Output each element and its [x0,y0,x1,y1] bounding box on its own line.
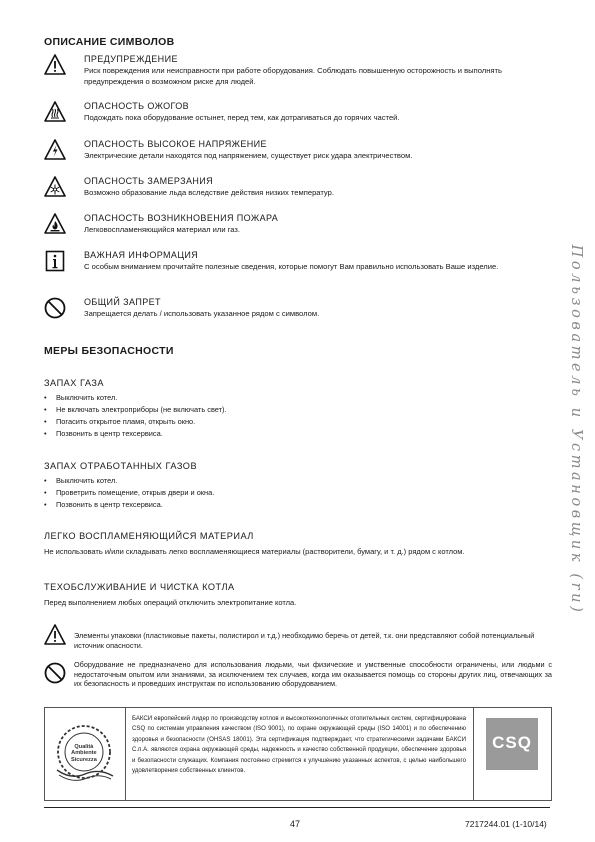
certification-text: БАКСИ европейский лидер по производству котлов и высокотехнологичных отопительных систем, сертифицирована CSQ по системам управления качеством (ISO 9001), по охране окружающей среды (ISO 14001) и по обеспечению здоровья и безопасности (OHSAS 18001). Эта сертификация подтверждает, что стратегическими задачами БАКСИ С.п.А. являются охрана окружающей среды, надежность и качество собственной продукции, обеспечение здоровья и безопасности служащих. Компания постоянно стремится к улучшению указанных аспектов, с целью наибольшего удовлетворения собственных клиентов. [132,715,466,775]
freezing-icon [44,176,66,198]
symbol-high-voltage [44,139,544,179]
flammable-title: ЛЕГКО ВОСПЛАМЕНЯЮЩИЙСЯ МАТЕРИАЛ [44,531,254,541]
symbol-title: ОБЩИЙ ЗАПРЕТ [84,297,161,307]
prohibition-icon [44,662,66,684]
divider [473,708,474,800]
symbol-title: ОПАСНОСТЬ ОЖОГОВ [84,101,190,111]
page-number: 47 [290,819,301,829]
prohibition-icon [44,297,66,319]
seal-text: Qualità [74,744,94,750]
symbol-fire [44,213,544,253]
list-item: • Погасить открытое пламя, открыть окно. [44,416,227,428]
symbol-prohibition [44,297,544,337]
seal-text: Ambiente [71,750,97,757]
symbol-info [44,250,544,290]
safety-heading: МЕРЫ БЕЗОПАСНОСТИ [44,345,174,357]
doc-code: 7217244.01 (1-10/14) [465,819,547,829]
symbol-description: Подождать пока оборудование остынет, перед тем, как дотрагиваться до горячих частей. [84,113,400,122]
warning-icon [44,624,66,646]
list-item: • Не включать электроприборы (не включать свет). [44,404,227,416]
symbol-freezing [44,176,544,216]
flammable-text: Не использовать и/или складывать легко воспламеняющиеся материалы (растворители, бумагу, и т. д.) рядом с котлом. [44,547,465,556]
maintenance-text: Перед выполнением любых операций отключить электропитание котла. [44,598,297,607]
symbol-description: Запрещается делать / использовать указанное рядом с символом. [84,309,320,318]
maintenance-title: ТЕХОБСЛУЖИВАНИЕ И ЧИСТКА КОТЛА [44,582,235,592]
fire-hazard-icon [44,213,66,235]
quality-seal [45,708,126,800]
csq-logo-text: CSQ [492,733,532,752]
gas-smell-title: ЗАПАХ ГАЗА [44,378,105,388]
symbol-description: Электрические детали находятся под напряжением, существует риск удара электричеством. [84,151,413,160]
footer-rule [44,807,550,808]
info-icon [44,250,66,272]
vertical-sidebar [556,190,595,670]
list-item: • Выключить котел. [44,475,214,487]
symbol-description: Легковоспламеняющийся материал или газ. [84,225,241,234]
list-item: • Позвонить в центр техсервиса. [44,499,214,511]
list-item: • Позвонить в центр техсервиса. [44,428,227,440]
burn-hazard-icon [44,101,66,123]
list-item: • Выключить котел. [44,392,227,404]
symbol-warning [44,54,544,94]
symbol-description: Риск повреждения или неисправности при работе оборудования. Соблюдать повышенную осторожность и выполнять предупреждения о возможном риске для людей. [84,66,502,86]
symbol-description: С особым вниманием прочитайте полезные сведения, которые помогут Вам правильно использовать Ваше изделие. [84,262,499,271]
symbol-title: ВАЖНАЯ ИНФОРМАЦИЯ [84,250,199,260]
list-item: • Проветрить помещение, открыв двери и окна. [44,487,214,499]
exhaust-smell-title: ЗАПАХ ОТРАБОТАННЫХ ГАЗОВ [44,461,198,471]
exhaust-smell-list [44,475,214,511]
symbol-title: ПРЕДУПРЕЖДЕНИЕ [84,54,178,64]
warning-icon [44,54,66,76]
certification-box [44,707,552,801]
seal-text: Sicurezza [71,756,97,763]
symbol-title: ОПАСНОСТЬ ЗАМЕРЗАНИЯ [84,176,214,186]
high-voltage-icon [44,139,66,161]
symbol-description: Возможно образование льда вследствие действия низких температур. [84,188,334,197]
gas-smell-list [44,392,227,440]
symbol-title: ОПАСНОСТЬ ВОЗНИКНОВЕНИЯ ПОЖАРА [84,213,279,223]
symbol-burn [44,101,544,141]
packaging-note: Элементы упаковки (пластиковые пакеты, полистирол и т.д.) необходимо беречь от детей, т.к. они представляют собой потенциальный источник опасности. [74,631,535,650]
sidebar-text: Пользователь и Установщик (ru) [568,244,584,616]
symbols-heading: ОПИСАНИЕ СИМВОЛОВ [44,36,175,48]
csq-logo [486,718,538,770]
usage-note: Оборудование не предназначено для использования людьми, чьи физические и умственные способности ограничены, или людьми с недостаточным опытом или знаниями, за исключением тех случаев, когда им оказывается помощь со стороны других лиц, отвечающих за их безопасность и проведших инструктаж по использованию оборудованием. [74,660,552,689]
symbol-title: ОПАСНОСТЬ ВЫСОКОЕ НАПРЯЖЕНИЕ [84,139,267,149]
